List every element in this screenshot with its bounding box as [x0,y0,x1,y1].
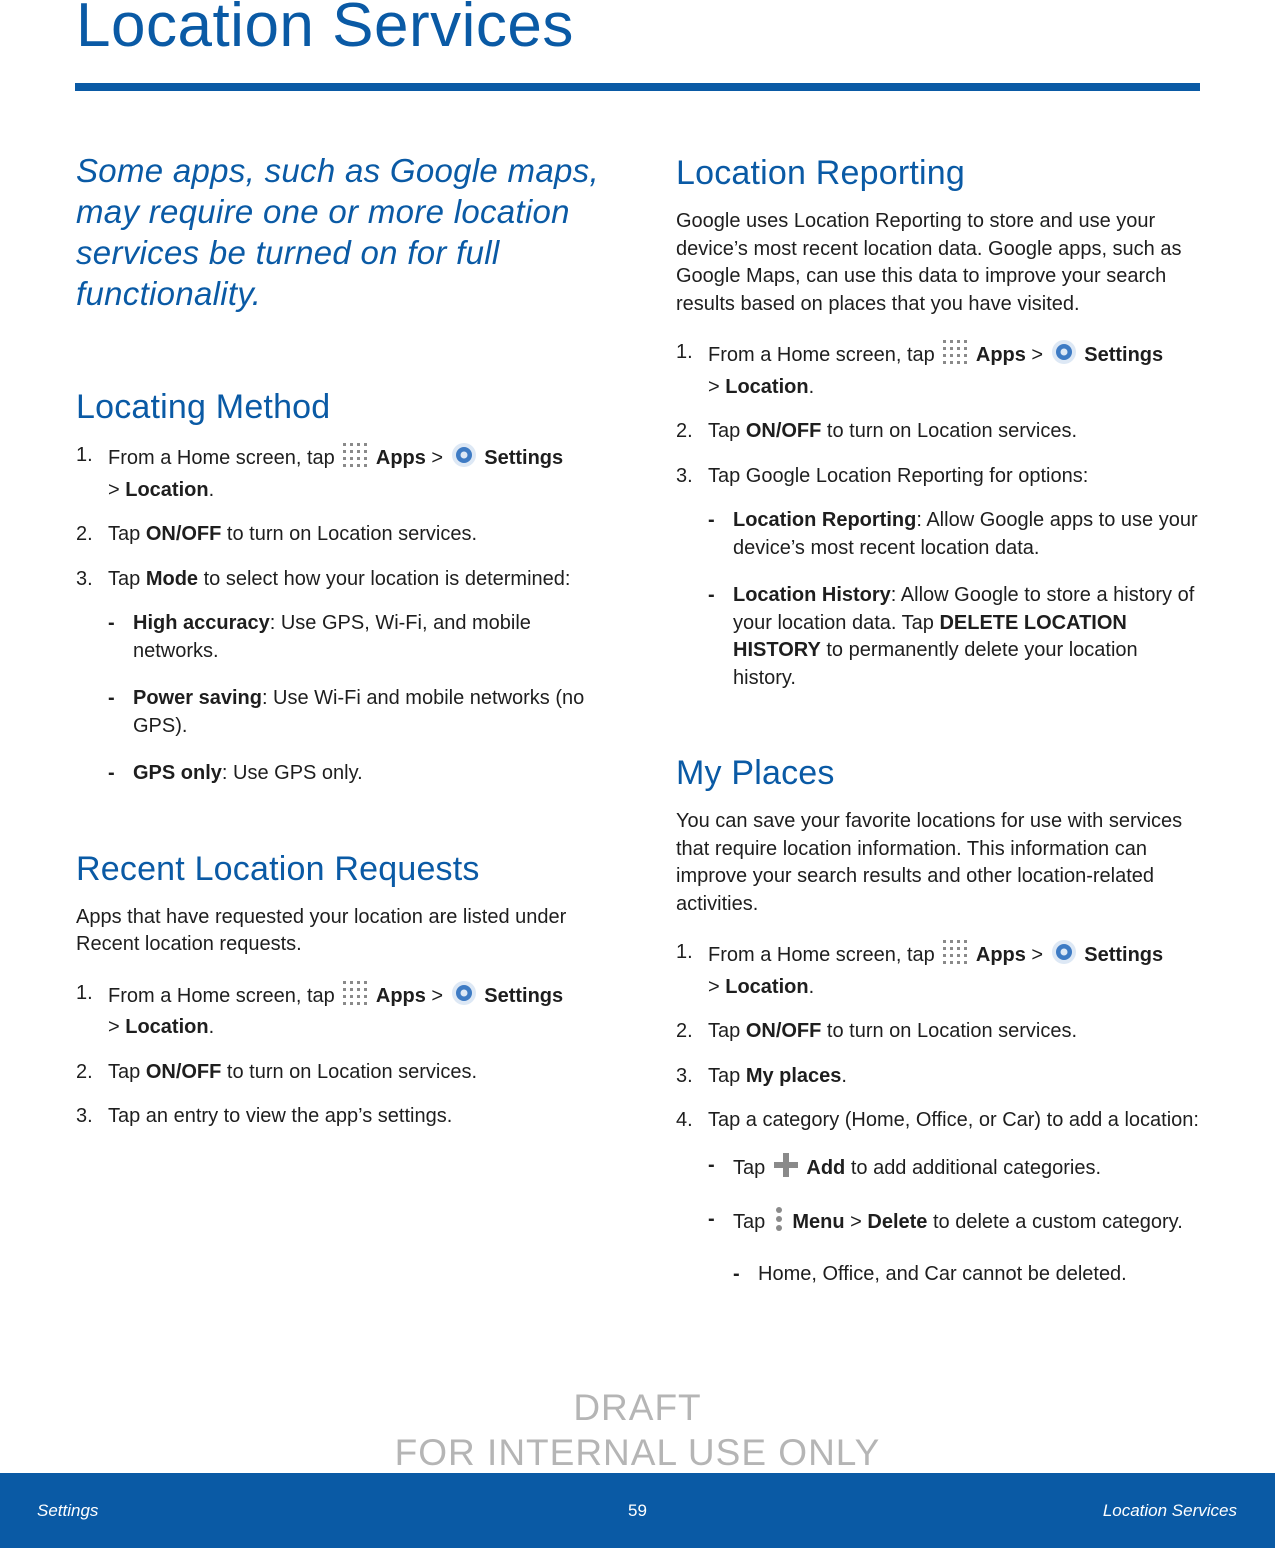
watermark-draft: DRAFT [573,1387,702,1428]
page-number: 59 [628,1501,647,1520]
apps-grid-icon [942,939,968,974]
settings-gear-icon [1051,939,1077,974]
apps-grid-icon [342,980,368,1015]
list-item: - Home, Office, and Car cannot be deleted. [733,1262,1127,1285]
step: 2. Tap ON/OFF to turn on Location services. [76,1060,478,1083]
settings-gear-icon [451,980,477,1015]
step: 3. Tap Mode to select how your location is determined: [76,567,571,590]
title-rule [75,83,1200,91]
page-footer [0,1473,1275,1548]
step: 2. Tap ON/OFF to turn on Location services. [76,523,478,545]
location-reporting-body: Google uses Location Reporting to store and use your device’s most recent location data. Google apps, such as Google Maps, can use this data to improve your search results based on places that you have visited. [676,210,1182,315]
intro-text: Some apps, such as Google maps, may require one or more location services be turned on for full functionality. [76,152,599,312]
page-title: Location Services [76,0,574,60]
heading-recent-requests: Recent Location Requests [76,849,480,888]
apps-grid-icon [342,442,368,477]
step: 4. Tap a category (Home, Office, or Car) to add a location: [676,1109,1199,1131]
step: 3. Tap an entry to view the app’s settings. [76,1105,453,1127]
menu-dots-icon [773,1206,785,1241]
right-column [676,150,1206,1346]
recent-requests-body: Apps that have requested your location are listed under Recent location requests. [76,905,567,955]
section-locating-method [76,384,606,788]
step: 1. From a Home screen, tap Apps > Settings > Location. [76,981,564,1038]
step: 1. From a Home screen, tap Apps > Settings > Location. [676,941,1164,998]
heading-my-places: My Places [676,754,835,792]
settings-gear-icon [1051,339,1077,374]
settings-gear-icon [451,442,477,477]
list-item: - Power saving: Use Wi-Fi and mobile networks (no GPS). [108,687,585,737]
step: 2. Tap ON/OFF to turn on Location services. [676,1020,1078,1042]
list-item: - Tap Menu > Delete to delete a custom category. [676,1206,1206,1241]
step: 1. From a Home screen, tap Apps > Settings > Location. [676,341,1164,398]
my-places-body: You can save your favorite locations for use with services that require location information. This information can improve your search results and other location-related activities. [676,810,1183,915]
heading-locating-method: Locating Method [76,388,331,426]
step: 3. Tap My places. [676,1064,847,1087]
list-item: - GPS only: Use GPS only. [108,762,363,784]
footer-chapter: Location Services [1102,1501,1237,1520]
heading-location-reporting: Location Reporting [676,154,966,192]
watermark-internal: FOR INTERNAL USE ONLY [394,1432,881,1473]
add-plus-icon [773,1152,799,1187]
section-recent-requests [76,846,606,1131]
step: 1. From a Home screen, tap Apps > Settings > Location. [76,444,564,501]
section-my-places [676,750,1206,1288]
step: 3. Tap Google Location Reporting for options: [676,464,1089,487]
left-column [76,150,606,1189]
list-item: - Tap Add to add additional categories. [676,1152,1206,1187]
apps-grid-icon [942,339,968,374]
section-location-reporting [676,150,1206,692]
list-item: - High accuracy: Use GPS, Wi-Fi, and mobile networks. [108,612,531,662]
footer-section: Settings [37,1501,99,1520]
list-item: - Location History: Allow Google to store a history of your location data. Tap DELETE LOCATION HISTORY to permanently delete your location history. [708,584,1195,689]
list-item: - Location Reporting: Allow Google apps to use your device’s most recent location data. [708,509,1198,559]
step: 2. Tap ON/OFF to turn on Location services. [676,420,1078,442]
